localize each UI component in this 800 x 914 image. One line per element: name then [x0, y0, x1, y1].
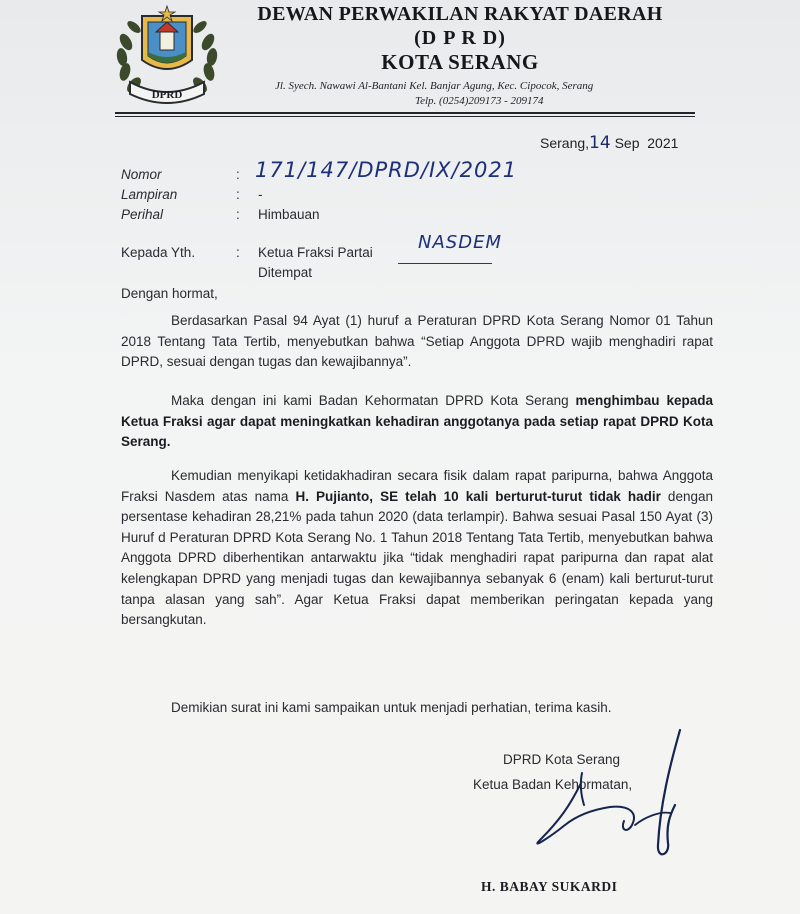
paragraph-1: Berdasarkan Pasal 94 Ayat (1) huruf a Peraturan DPRD Kota Serang Nomor 01 Tahun 2018 Tentang Tata Tertib, menyebutkan bahwa “Setiap Anggota DPRD wajib menghadiri rapat DPRD, sesuai dengan tugas dan kewajibannya”.	[121, 313, 713, 370]
letterhead-rule-thin	[115, 116, 695, 117]
handwritten-day: 14	[589, 133, 611, 153]
salutation: Dengan hormat,	[121, 286, 218, 301]
letter-date: Serang,14 Sep 2021	[540, 133, 679, 153]
letterhead-abbreviation: (D P R D)	[414, 27, 506, 49]
dprd-emblem-logo	[112, 2, 222, 106]
paragraph-3-emphasis: H. Pujianto, SE telah 10 kali berturut-turut tidak hadir	[295, 488, 661, 504]
signature-position: Ketua Badan Kehormatan,	[473, 777, 633, 792]
svg-text:DPRD: DPRD	[151, 89, 183, 101]
lampiran-label: Lampiran	[121, 187, 178, 202]
paragraph-3: Kemudian menyikapi ketidakhadiran secara fisik dalam rapat paripurna, bahwa Anggota Fraksi Nasdem atas nama H. Pujianto, SE telah 10 kali berturut-turut tidak hadir dengan persentase kehadiran 28,21% pada tahun 2020 (data terlampir). Bahwa sesuai Pasal 150 Ayat (3) Huruf d Peraturan DPRD Kota Serang No. 1 Tahun 2018 Tentang Tata Tertib, menyebutkan bahwa Anggota DPRD diberhentikan antarwaktu jika “tidak menghadiri rapat paripurna dan rapat alat kelengkapan DPRD yang menjadi tugas dan kewajibannya sebanyak 6 (enam) kali berturut-turut tanpa alasan yang sah”. Agar Ketua Fraksi dapat memberikan peringatan kepada yang bersangkutan.	[121, 468, 713, 628]
letterhead-rule	[115, 112, 695, 114]
handwritten-signature	[520, 725, 720, 885]
perihal-value: Himbauan	[258, 207, 320, 222]
paragraph-4: Demikian surat ini kami sampaikan untuk menjadi perhatian, terima kasih.	[171, 700, 612, 715]
signature-org: DPRD Kota Serang	[503, 752, 621, 767]
nomor-label: Nomor	[121, 167, 162, 182]
paragraph-2: Maka dengan ini kami Badan Kehormatan DPRD Kota Serang menghimbau kepada Ketua Fraksi agar dapat meningkatkan kehadiran anggotanya pada setiap rapat DPRD Kota Serang.	[121, 393, 713, 450]
letterhead-institution: DEWAN PERWAKILAN RAKYAT DAERAH	[257, 3, 663, 25]
perihal-label: Perihal	[121, 207, 164, 222]
letter-number-handwritten: 171/147/DPRD/IX/2021	[255, 158, 518, 182]
letterhead-phone: Telp. (0254)209173 - 209174	[415, 95, 544, 107]
letterhead-city: KOTA SERANG	[381, 50, 539, 74]
signatory-name: H. BABAY SUKARDI	[481, 879, 618, 894]
letter-page: DPRD DEWAN PERWAKILAN RAKYAT DAERAH (D P R D) KOTA SERANG Jl. Syech. Nawawi Al-Bantani Kel. Banjar Agung, Kec. Cipocok, Serang Telp. (0254)209173 - 209174 Serang,14 Sep 2021 Nomor : 171/147/DPRD/IX/2021 Lampiran : - Perihal : Himbauan Kepada Yth. : Ketua Fraksi Partai NASDEM Ditempat Dengan hormat, Berdasarkan Pasal 94 Ayat (1) huruf a Peraturan DPRD Kota Serang Nomor 01 Tahun 2018 Tentang Tata Tertib, menyebutkan bahwa “Setiap Anggota DPRD wajib menghadiri rapat DPRD, sesuai dengan tugas dan kewajibannya”. Maka dengan ini kami Badan Kehormatan DPRD Kota Serang menghimbau kepada Ketua Fraksi agar dapat meningkatkan kehadiran anggotanya pada setiap rapat DPRD Kota Serang. Kemudian menyikapi ketidakhadiran secara fisik dalam rapat paripurna, bahwa Anggota Fraksi Nasdem atas nama H. Pujianto, SE telah 10 kali berturut-turut tidak hadir dengan persentase kehadiran 28,21% pada tahun 2020 (data terlampir). Bahwa sesuai Pasal 150 Ayat (3) Huruf d Peraturan DPRD Kota Serang No. 1 Tahun 2018 Tentang Tata Tertib, menyebutkan bahwa Anggota DPRD diberhentikan antarwaktu jika “tidak menghadiri rapat paripurna dan rapat alat kelengkapan DPRD yang menjadi tugas dan kewajibannya sebanyak 6 (enam) kali berturut-turut tanpa alasan yang sah”. Agar Ketua Fraksi dapat memberikan peringatan kepada yang bersangkutan. Demikian surat ini kami sampaikan untuk menjadi perhatian, terima kasih. DPRD Kota Serang Ketua Badan Kehormatan, H. BABAY SUKARDI	[0, 0, 800, 914]
party-handwritten: NASDEM	[418, 232, 502, 253]
paragraph-2-emphasis: menghimbau kepada Ketua Fraksi agar dapat meningkatkan kehadiran anggotanya pada setiap rapat DPRD Kota Serang.	[121, 393, 713, 450]
recipient: Ketua Fraksi Partai	[258, 245, 373, 260]
lampiran-value: -	[258, 187, 263, 202]
fill-in-line	[398, 263, 492, 264]
ditempat: Ditempat	[258, 265, 313, 280]
kepada-label: Kepada Yth.	[121, 245, 196, 260]
letterhead	[225, 0, 695, 109]
letterhead-address: Jl. Syech. Nawawi Al-Bantani Kel. Banjar Agung, Kec. Cipocok, Serang	[275, 80, 594, 92]
